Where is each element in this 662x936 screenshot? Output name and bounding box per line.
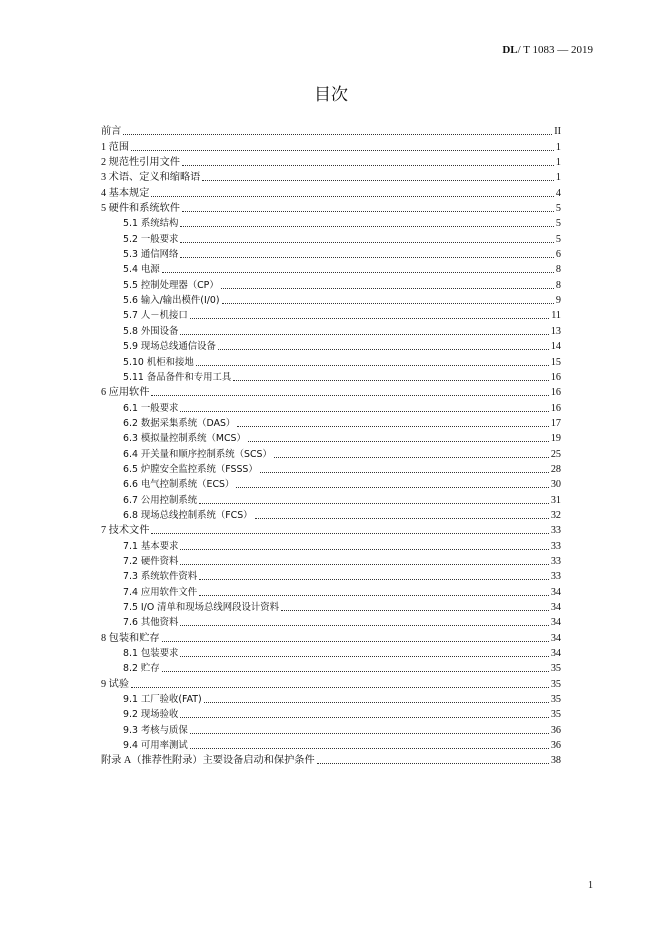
toc-entry-title: 5.9 现场总线通信设备 <box>123 341 216 353</box>
toc-entry-page: 16 <box>550 402 561 414</box>
toc-entry[interactable] <box>101 353 561 368</box>
toc-leader-dots <box>274 457 549 458</box>
toc-leader-dots <box>182 165 554 166</box>
toc-entry-page: 33 <box>550 555 561 567</box>
toc-entry[interactable] <box>101 246 561 261</box>
toc-entry-title: 7.2 硬件资料 <box>123 555 179 567</box>
toc-entry-title: 7.1 基本要求 <box>123 540 179 552</box>
toc-entry-title: 4 基本规定 <box>101 187 150 199</box>
toc-entry-title: 5.5 控制处理器（CP） <box>123 279 219 291</box>
toc-entry[interactable] <box>101 123 561 138</box>
toc-leader-dots <box>182 211 554 212</box>
toc-entry-title: 5.4 电源 <box>123 264 160 276</box>
toc-entry[interactable] <box>101 737 561 752</box>
toc-entry-page: 11 <box>551 310 561 322</box>
toc-entry[interactable] <box>101 138 561 153</box>
toc-entry[interactable] <box>101 215 561 230</box>
toc-entry-page: 28 <box>550 463 561 475</box>
toc-leader-dots <box>199 503 549 504</box>
toc-entry-title: 7.3 系统软件资料 <box>123 571 198 583</box>
toc-entry-page: 1 <box>555 172 561 184</box>
toc-leader-dots <box>162 272 554 273</box>
toc-entry-page: 19 <box>550 433 561 445</box>
toc-entry-page: 5 <box>555 203 561 215</box>
toc-leader-dots <box>221 288 554 289</box>
toc-entry-page: 34 <box>550 586 561 598</box>
toc-leader-dots <box>180 549 548 550</box>
toc-entry-title: 6.6 电气控制系统（ECS） <box>123 479 235 491</box>
toc-entry[interactable] <box>101 583 561 598</box>
toc-entry-page: 33 <box>550 540 561 552</box>
toc-entry[interactable] <box>101 614 561 629</box>
toc-entry-title: 7.5 I/O 清单和现场总线网段设计资料 <box>123 602 280 613</box>
toc-entry[interactable] <box>101 553 561 568</box>
toc-leader-dots <box>180 625 548 626</box>
toc-entry[interactable] <box>101 384 561 399</box>
toc-leader-dots <box>255 518 549 519</box>
toc-leader-dots <box>180 242 554 243</box>
page-title: 目次 <box>314 85 348 105</box>
toc-leader-dots <box>180 257 554 258</box>
toc-leader-dots <box>151 196 554 197</box>
toc-leader-dots <box>218 349 549 350</box>
toc-leader-dots <box>199 595 549 596</box>
toc-entry[interactable] <box>101 322 561 337</box>
toc-entry[interactable] <box>101 706 561 721</box>
toc-leader-dots <box>190 748 549 749</box>
toc-entry[interactable] <box>101 307 561 322</box>
toc-leader-dots <box>236 487 549 488</box>
toc-entry[interactable] <box>101 261 561 276</box>
toc-entry-page: 9 <box>555 295 561 307</box>
document-code-number: / T 1083 — 2019 <box>517 44 593 56</box>
toc-entry-title: 6.8 现场总线控制系统（FCS） <box>123 509 253 521</box>
toc-entry-title: 5.8 外围设备 <box>123 325 179 337</box>
toc-entry-page: 4 <box>555 187 561 199</box>
toc-entry[interactable] <box>101 415 561 430</box>
toc-entry-page: 14 <box>550 341 561 353</box>
toc-entry-page: 36 <box>550 724 561 736</box>
toc-entry-title: 9.2 现场验收 <box>123 709 179 721</box>
toc-entry[interactable] <box>101 568 561 583</box>
toc-entry-title: 5.2 一般要求 <box>123 233 179 245</box>
toc-leader-dots <box>317 763 549 764</box>
toc-entry-page: 13 <box>550 325 561 337</box>
toc-entry-page: 34 <box>550 602 561 613</box>
toc-entry-page: 32 <box>550 509 561 521</box>
toc-leader-dots <box>222 303 554 304</box>
toc-entry[interactable] <box>101 537 561 552</box>
toc-leader-dots <box>131 150 554 151</box>
toc-leader-dots <box>281 610 549 611</box>
toc-entry-page: 35 <box>550 663 561 675</box>
toc-entry-page: 38 <box>550 755 561 767</box>
toc-entry-page: 33 <box>550 571 561 583</box>
toc-leader-dots <box>180 226 554 227</box>
toc-entry[interactable] <box>101 200 561 215</box>
toc-entry-title: 8.1 包装要求 <box>123 648 179 660</box>
toc-entry-title: 前言 <box>101 126 122 138</box>
toc-entry[interactable] <box>101 461 561 476</box>
toc-leader-dots <box>151 533 548 534</box>
toc-entry[interactable] <box>101 675 561 690</box>
toc-entry[interactable] <box>101 169 561 184</box>
table-of-contents <box>101 123 561 767</box>
toc-entry[interactable] <box>101 445 561 460</box>
toc-leader-dots <box>237 426 549 427</box>
toc-leader-dots <box>190 318 549 319</box>
toc-entry-page: 34 <box>550 617 561 629</box>
toc-entry-page: 17 <box>550 417 561 429</box>
toc-entry-title: 7.6 其他资料 <box>123 617 179 629</box>
page-number: 1 <box>588 880 593 891</box>
toc-entry-page: 31 <box>550 494 561 506</box>
toc-leader-dots <box>123 134 552 135</box>
toc-entry-title: 附录 A（推荐性附录）主要设备启动和保护条件 <box>101 755 315 767</box>
toc-entry-page: 34 <box>550 648 561 660</box>
toc-entry[interactable] <box>101 691 561 706</box>
toc-entry-title: 6.3 模拟量控制系统（MCS） <box>123 433 246 445</box>
toc-entry-title: 6.7 公用控制系统 <box>123 494 198 506</box>
toc-leader-dots <box>180 656 548 657</box>
toc-entry[interactable] <box>101 338 561 353</box>
toc-entry[interactable] <box>101 629 561 644</box>
toc-entry-title: 6.4 开关量和顺序控制系统（SCS） <box>123 448 272 460</box>
toc-entry-page: 35 <box>550 709 561 721</box>
toc-entry[interactable] <box>101 476 561 491</box>
toc-entry[interactable] <box>101 660 561 675</box>
toc-entry-page: 16 <box>550 387 561 399</box>
toc-leader-dots <box>180 411 548 412</box>
toc-entry-page: 6 <box>555 249 561 261</box>
toc-entry-page: 15 <box>550 356 561 368</box>
toc-entry-title: 3 术语、定义和缩略语 <box>101 172 201 184</box>
toc-leader-dots <box>199 579 549 580</box>
toc-entry[interactable] <box>101 522 561 537</box>
toc-entry-title: 5.1 系统结构 <box>123 218 179 230</box>
toc-entry-page: 33 <box>550 525 561 537</box>
toc-entry[interactable] <box>101 292 561 307</box>
toc-entry[interactable] <box>101 430 561 445</box>
toc-leader-dots <box>190 733 549 734</box>
toc-entry-page: II <box>554 126 561 138</box>
toc-entry[interactable] <box>101 230 561 245</box>
toc-entry[interactable] <box>101 752 561 767</box>
toc-entry-title: 5.11 备品备件和专用工具 <box>123 371 232 383</box>
toc-entry[interactable] <box>101 491 561 506</box>
toc-entry-page: 35 <box>550 678 561 690</box>
toc-leader-dots <box>180 717 548 718</box>
toc-entry[interactable] <box>101 507 561 522</box>
toc-entry-title: 5.7 人－机接口 <box>123 310 188 322</box>
toc-entry-page: 25 <box>550 448 561 460</box>
toc-entry[interactable] <box>101 645 561 660</box>
toc-leader-dots <box>162 671 549 672</box>
toc-entry-title: 9.3 考核与质保 <box>123 724 188 736</box>
toc-entry-page: 35 <box>550 694 561 706</box>
toc-entry-title: 7 技术文件 <box>101 525 150 537</box>
toc-entry-title: 9 试验 <box>101 678 130 690</box>
toc-entry-title: 8 包装和贮存 <box>101 632 160 644</box>
toc-leader-dots <box>204 702 549 703</box>
toc-entry-page: 5 <box>555 233 561 245</box>
toc-entry-title: 6 应用软件 <box>101 387 150 399</box>
toc-leader-dots <box>162 641 549 642</box>
toc-entry-page: 36 <box>550 740 561 752</box>
toc-entry[interactable] <box>101 276 561 291</box>
toc-entry[interactable] <box>101 154 561 169</box>
toc-entry-page: 5 <box>555 218 561 230</box>
document-code <box>502 44 593 56</box>
toc-entry[interactable] <box>101 721 561 736</box>
toc-entry-title: 5.6 输入/输出模件(I/0) <box>123 295 220 307</box>
toc-entry-title: 9.4 可用率测试 <box>123 740 188 752</box>
toc-entry-title: 5.3 通信网络 <box>123 249 179 261</box>
toc-leader-dots <box>180 564 548 565</box>
toc-entry-title: 9.1 工厂验收(FAT) <box>123 694 202 706</box>
toc-entry-title: 2 规范性引用文件 <box>101 157 180 169</box>
toc-leader-dots <box>180 334 548 335</box>
toc-entry-page: 34 <box>550 632 561 644</box>
toc-entry-title: 6.1 一般要求 <box>123 402 179 414</box>
toc-leader-dots <box>151 395 548 396</box>
toc-leader-dots <box>131 687 549 688</box>
toc-entry-title: 6.2 数据采集系统（DAS） <box>123 417 236 429</box>
toc-entry-page: 8 <box>555 264 561 276</box>
toc-entry-title: 8.2 贮存 <box>123 663 160 675</box>
toc-leader-dots <box>202 180 554 181</box>
toc-entry[interactable] <box>101 599 561 614</box>
toc-entry-title: 5.10 机柜和接地 <box>123 356 194 368</box>
toc-entry-page: 30 <box>550 479 561 491</box>
toc-leader-dots <box>233 380 549 381</box>
document-code-prefix: DL <box>502 44 518 56</box>
toc-entry-title: 7.4 应用软件文件 <box>123 586 198 598</box>
toc-entry-page: 1 <box>555 141 561 153</box>
toc-entry[interactable] <box>101 369 561 384</box>
toc-leader-dots <box>196 365 549 366</box>
toc-entry[interactable] <box>101 184 561 199</box>
toc-entry-page: 1 <box>555 157 561 169</box>
toc-leader-dots <box>248 441 549 442</box>
toc-entry-page: 16 <box>550 371 561 383</box>
toc-entry-title: 5 硬件和系统软件 <box>101 203 180 215</box>
toc-entry[interactable] <box>101 399 561 414</box>
toc-entry-title: 1 范围 <box>101 141 130 153</box>
toc-entry-page: 8 <box>555 279 561 291</box>
toc-leader-dots <box>260 472 549 473</box>
toc-entry-title: 6.5 炉膛安全监控系统（FSSS） <box>123 463 258 475</box>
